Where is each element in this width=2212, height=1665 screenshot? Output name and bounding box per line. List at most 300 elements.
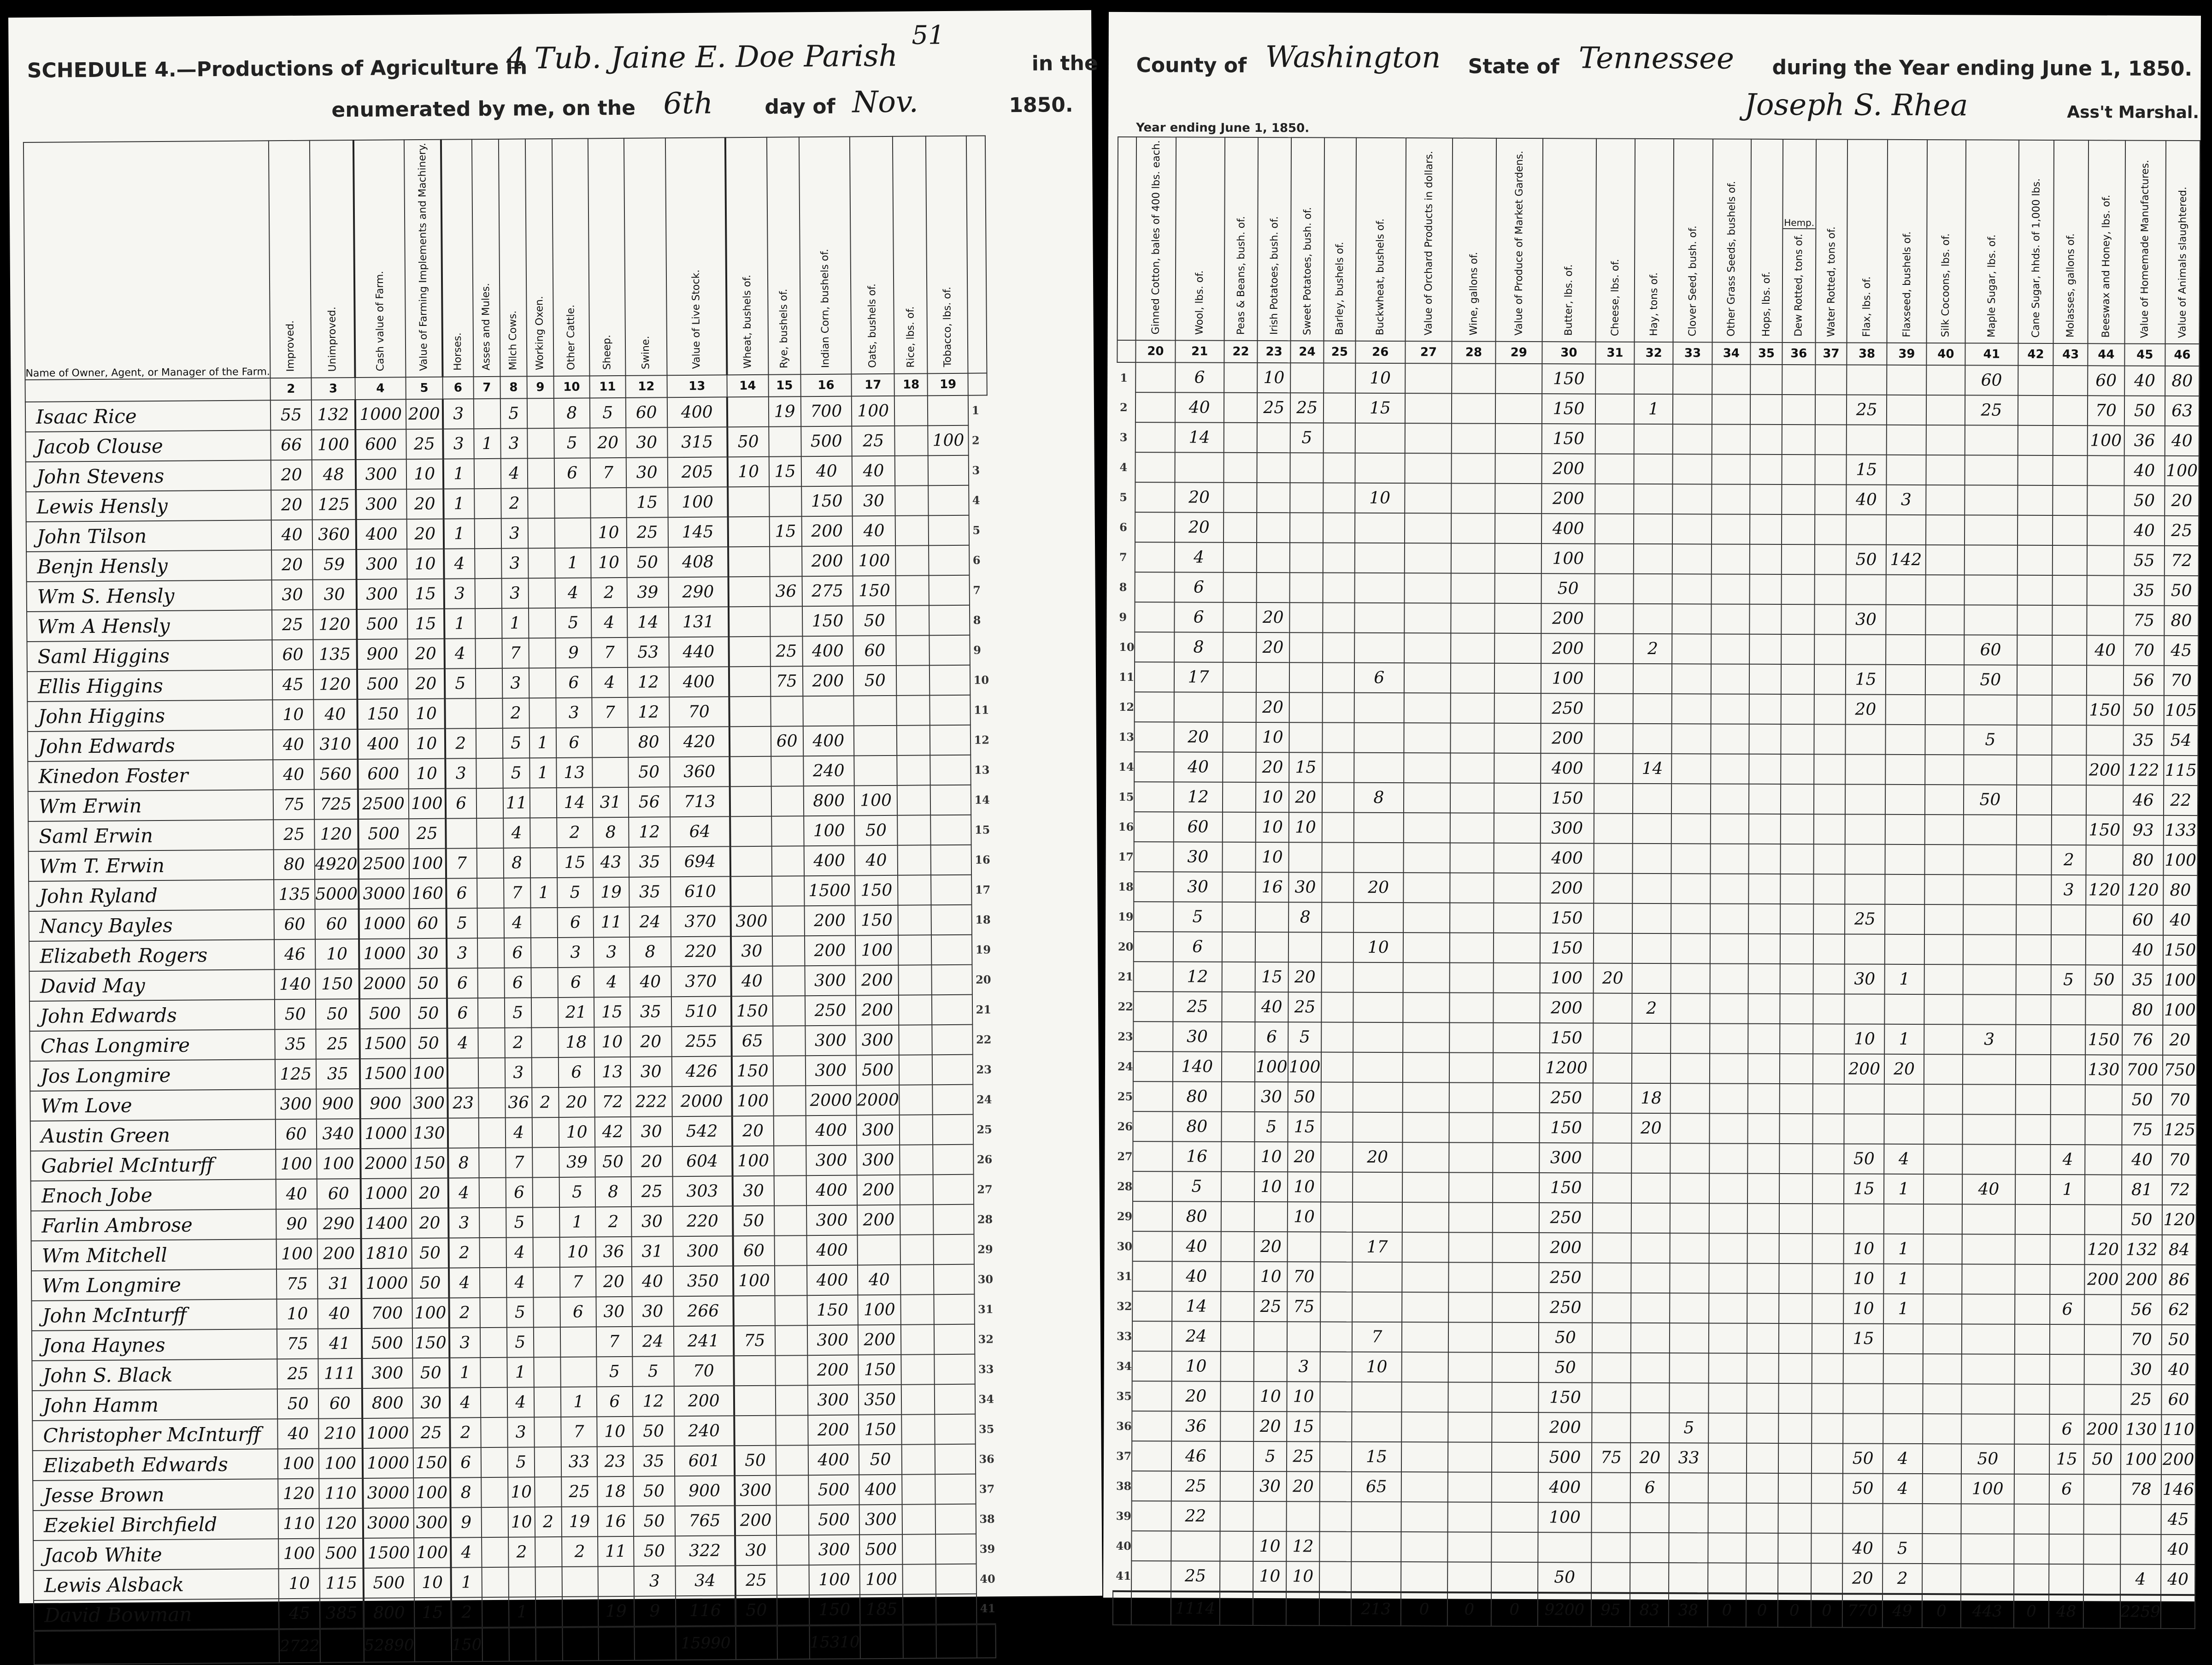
cell-value [532,1177,559,1207]
cell-value [929,545,970,575]
cell-value [1634,454,1673,484]
cell-value [1671,933,1710,963]
cell-value: 300 [809,1535,860,1565]
cell-value: 150 [412,1328,449,1358]
cell-value: 19 [561,1506,597,1537]
cell-value [2017,695,2052,725]
cell-value [931,904,972,935]
cell-value: 300 [805,965,856,996]
cell-value [1492,1263,1539,1293]
cell-value [1885,755,1925,785]
cell-value: 10 [1844,1264,1884,1294]
cell-value [1134,962,1173,992]
cell-value: 408 [668,547,728,577]
cell-value [771,816,804,846]
cell-value: 4 [448,1178,479,1208]
cell-value [1403,1022,1450,1052]
column-header-text: Value of Produce of Market Gardens. [1513,151,1525,336]
cell-value: 30 [413,1388,450,1418]
cell-value [1595,424,1635,454]
cell-value [1134,902,1173,932]
cell-value: 25 [1173,992,1222,1022]
cell-value: 125 [2163,1115,2197,1145]
column-number: 13 [667,375,727,397]
cell-value: 350 [859,1385,902,1415]
cell-value: 35 [2122,965,2163,995]
cell-value: 6 [1354,663,1404,693]
cell-value: 15 [1843,1324,1883,1354]
total-value [1319,1592,1351,1626]
cell-value: 15 [1846,665,1886,695]
cell-value [1323,573,1355,603]
cell-value [1631,1323,1670,1353]
column-header-text: Tobacco, lbs. of. [941,287,954,367]
cell-value [1750,574,1782,604]
table-row [1116,782,2198,815]
cell-value: 30 [1845,964,1885,994]
cell-value [1671,1113,1710,1143]
cell-value: 35 [630,997,671,1027]
cell-value: 1 [444,608,475,638]
cell-value: 2 [595,1207,631,1237]
cell-value [1538,1532,1591,1562]
cell-value [897,725,930,756]
cell-value: 100 [1541,663,1594,693]
cell-value: 35 [629,847,670,877]
column-number: 39 [1887,343,1927,365]
cell-value: 72 [2165,546,2199,576]
line-number: 33 [978,1362,994,1376]
cell-value [1634,484,1673,514]
cell-value [527,398,554,428]
cell-value: 35 [629,877,671,907]
cell-value [1885,815,1925,844]
cell-value: 15 [407,608,444,639]
cell-value [1321,1082,1353,1112]
column-header-text: Irish Potatoes, bush. of. [1268,216,1281,335]
cell-value [2087,666,2123,696]
cell-value [1403,992,1450,1022]
owner-name: Austin Green [30,1119,276,1151]
cell-value: 20 [1171,1382,1220,1411]
cell-value: 93 [2123,815,2164,845]
cell-value [2120,1535,2161,1565]
table-row [1115,962,2197,995]
cell-value: 1 [507,1357,534,1387]
cell-value [1749,754,1781,784]
cell-value: 60 [853,636,896,666]
cell-value [1670,1233,1709,1263]
total-value: 0 [1778,1594,1811,1627]
cell-value: 50 [628,757,670,787]
cell-value: 200 [803,666,854,696]
cell-value [1354,693,1404,723]
line-number: 36 [1116,1419,1132,1433]
marshal-label: Ass't Marshal. [2067,103,2200,123]
cell-value [935,1384,975,1414]
column-header [1405,138,1453,342]
cell-value: 50 [853,606,896,636]
cell-value [1132,1531,1171,1561]
cell-value [1961,1324,2015,1354]
cell-value: 150 [731,1056,773,1086]
cell-value [1323,453,1355,483]
cell-value: 150 [413,1447,450,1478]
cell-value [1814,755,1846,785]
cell-value: 1 [1884,1174,1924,1204]
cell-value [1846,755,1886,785]
cell-value [2053,455,2088,485]
cell-value: 40 [731,966,772,996]
cell-value [1781,604,1814,634]
cell-value [1401,1442,1448,1472]
cell-value: 10 [1253,1561,1286,1592]
cell-value [2018,485,2053,515]
cell-value: 200 [2121,1265,2162,1295]
cell-value [1812,1204,1844,1234]
cell-value [1452,454,1495,484]
cell-value [1710,964,1748,994]
cell-value [1319,1532,1351,1562]
cell-value: 1200 [1540,1053,1593,1083]
cell-value: 46 [274,939,315,969]
column-number: 31 [1595,342,1634,364]
cell-value: 713 [670,786,729,817]
cell-value: 4 [444,638,475,668]
cell-value: 200 [801,516,853,546]
line-number: 27 [977,1182,993,1196]
cell-value [1708,1443,1747,1473]
cell-value [1924,874,1963,904]
cell-value [1782,484,1815,514]
cell-value: 56 [2121,1295,2162,1325]
cell-value: 40 [852,456,895,486]
cell-value [1633,844,1672,874]
cell-value: 3000 [359,879,410,909]
cell-value [935,1414,976,1444]
cell-value: 7 [446,848,477,878]
cell-value [771,756,803,786]
cell-value: 200 [1540,993,1593,1023]
cell-value [1709,1144,1748,1174]
cell-value: 255 [671,1026,731,1057]
column-header-text: Rye, bushels of. [778,289,790,369]
cell-value: 7 [502,638,529,668]
cell-value: 3 [558,937,594,968]
cell-value [1671,814,1711,844]
cell-value [1926,395,1965,425]
cell-value: 370 [671,906,730,937]
table-row [1116,692,2198,726]
cell-value: 64 [670,816,730,847]
cell-value [1748,1024,1780,1054]
cell-value: 2 [2052,845,2086,875]
cell-value [2052,815,2086,845]
cell-value: 200 [1539,1233,1593,1263]
cell-value: 50 [1961,1444,2015,1474]
cell-value [1811,1504,1843,1534]
cell-value [1923,1294,1962,1324]
total-value [535,1627,563,1661]
cell-value [2052,725,2087,755]
cell-value [508,1567,535,1597]
cell-value: 24 [1171,1322,1220,1352]
cell-value: 800 [803,785,854,816]
handwritten-page-number: 51 [912,20,945,51]
column-number: 2 [271,378,312,400]
cell-value [1747,1473,1778,1503]
column-header-text: Unimproved. [326,306,339,372]
cell-value [2050,1384,2084,1414]
column-header [665,137,727,375]
table-row [1115,872,2197,905]
cell-value [1322,873,1353,903]
cell-value [1136,362,1175,392]
cell-value [1222,932,1256,962]
total-value: 15990 [676,1626,736,1660]
cell-value: 185 [860,1594,903,1625]
cell-value [932,1024,973,1055]
cell-value: 10 [1256,842,1289,872]
cell-value: 10 [1256,782,1289,812]
owner-name: John Higgins [27,700,273,732]
column-number: 5 [406,377,442,399]
column-number: 37 [1815,343,1847,365]
cell-value [1749,724,1781,754]
cell-value [1593,993,1632,1023]
cell-value [1592,1293,1631,1323]
total-value [777,1625,810,1659]
cell-value [901,1354,935,1385]
owner-name: Elizabeth Edwards [33,1449,278,1481]
cell-value [1923,1504,1961,1534]
cell-value: 1 [529,758,556,788]
cell-value [1778,1413,1812,1443]
cell-value [1710,994,1748,1024]
cell-value: 500 [359,998,411,1029]
cell-value [1132,1471,1171,1501]
cell-value [479,1148,506,1178]
cell-value [1748,1084,1780,1114]
cell-value [1634,514,1673,544]
cell-value [769,486,801,516]
cell-value: 3 [501,518,528,548]
cell-value: 5 [1253,1441,1287,1471]
cell-value [1321,1142,1353,1172]
cell-value [1780,874,1813,904]
cell-value [1749,784,1781,814]
line-number [977,1624,996,1658]
cell-value: 7 [591,638,627,668]
cell-value [1289,723,1323,753]
cell-value [933,1144,974,1175]
cell-value [1222,992,1255,1022]
schedule-label: SCHEDULE 4.—Productions of Agriculture in [27,55,528,83]
cell-value: 10 [414,1567,451,1598]
line-number: 14 [1118,760,1134,774]
cell-value [1634,364,1673,394]
cell-value [900,1175,933,1205]
cell-value [1708,1473,1747,1503]
line-number: 4 [972,493,980,507]
cell-value [729,606,770,637]
cell-value [1709,1204,1747,1234]
cell-value [898,845,931,875]
cell-value [1222,962,1255,992]
cell-value [1748,1114,1780,1144]
cell-value [1135,692,1174,722]
total-value: 1114 [1171,1592,1219,1625]
cell-value: 150 [357,699,408,729]
cell-value: 70 [2124,636,2165,666]
cell-value: 20 [596,1267,632,1297]
totals-row [34,1624,995,1665]
line-number: 38 [1116,1479,1132,1493]
cell-value [1320,1502,1352,1532]
cell-value: 25 [770,636,802,666]
cell-value: 150 [2086,815,2123,845]
cell-value [1812,1144,1844,1174]
cell-value [1846,515,1886,545]
cell-value [1224,513,1257,543]
cell-value [1449,1113,1493,1143]
cell-value [1886,635,1926,665]
column-header [1712,139,1751,342]
cell-value [1221,1142,1255,1172]
cell-value [1710,844,1749,874]
handwritten-county: Washington [1265,40,1441,75]
cell-value [529,608,555,638]
cell-value [1132,1381,1171,1411]
name-column-header: Name of Owner, Agent, or Manager of the Farm. [24,141,271,379]
cell-value: 9 [450,1507,481,1537]
total-value [1253,1592,1286,1625]
cell-value [1224,543,1257,573]
cell-value [1593,1023,1632,1053]
cell-value [1782,425,1815,455]
cell-value: 15 [1352,1442,1401,1472]
line-number: 16 [1118,820,1134,834]
cell-value: 40 [854,845,898,876]
cell-value: 100 [853,546,896,576]
cell-value [1749,604,1781,634]
cell-value: 100 [858,1295,901,1325]
cell-value: 70 [1287,1262,1320,1292]
cell-value [1594,604,1634,634]
column-header [1751,139,1783,343]
cell-value [2084,1505,2120,1535]
cell-value: 50 [853,666,897,696]
cell-value [1710,814,1749,844]
cell-value [1885,874,1925,904]
cell-value: 80 [2122,995,2163,1025]
cell-value: 70 [2164,666,2198,696]
cell-value [1448,1352,1492,1382]
cell-value [1812,1114,1844,1144]
cell-value: 70 [674,1356,734,1386]
cell-value: 150 [731,996,773,1026]
cell-value [590,488,626,518]
cell-value [1779,1293,1812,1323]
cell-value [2018,515,2053,545]
cell-value: 300 [857,1145,900,1175]
cell-value: 10 [559,1117,594,1147]
column-number: 26 [1355,341,1405,363]
owner-name: Jona Haynes [32,1329,277,1361]
cell-value [1592,1413,1631,1443]
cell-value [896,545,929,576]
cell-value [1812,1384,1843,1414]
cell-value: 35 [275,1029,316,1059]
cell-value: 300 [805,1025,856,1056]
cell-value [2052,665,2087,695]
cell-value [1133,1081,1172,1111]
cell-value: 1810 [361,1238,412,1269]
cell-value [2052,755,2086,785]
cell-value: 35 [633,1446,674,1476]
cell-value [776,1475,808,1505]
cell-value [1926,515,1965,545]
cell-value [1223,602,1257,632]
cell-value [1593,1113,1632,1143]
cell-value: 120 [313,669,357,700]
column-header-text: Other Cattle. [565,304,577,370]
cell-value: 150 [1542,394,1595,424]
cell-value: 10 [1288,1202,1321,1232]
cell-value [1452,424,1495,454]
cell-value: 6 [554,458,590,488]
cell-value [475,579,501,608]
cell-value: 18 [558,1027,594,1057]
cell-value [728,486,769,517]
column-number: 10 [553,376,589,398]
cell-value [1924,1084,1963,1114]
cell-value: 150 [411,1148,448,1178]
cell-value [1924,1144,1962,1174]
column-header-text: Wheat, bushels of. [741,275,754,369]
cell-value [1778,1503,1811,1533]
line-number: 19 [975,943,991,956]
cell-value [1135,392,1175,422]
cell-value [1257,543,1290,573]
cell-value [1449,1083,1493,1113]
cell-value [1965,515,2018,545]
line-number: 28 [1117,1180,1133,1193]
cell-value [535,1477,561,1507]
cell-value [2084,1355,2121,1385]
owner-name: Isaac Rice [25,400,271,432]
cell-value: 40 [2122,935,2163,965]
cell-value [1451,633,1494,663]
cell-value: 62 [2162,1295,2196,1325]
cell-value [1782,365,1815,395]
cell-value: 100 [2163,965,2197,995]
cell-value: 100 [859,1565,903,1595]
cell-value: 200 [2087,756,2123,785]
cell-value [1847,425,1887,455]
cell-value: 100 [1961,1474,2014,1504]
cell-value [1711,754,1749,784]
cell-value [1353,1112,1402,1142]
table-row [1115,1081,2197,1115]
line-number: 18 [1118,880,1134,894]
line-number: 39 [1116,1509,1132,1523]
cell-value [1815,455,1847,485]
cell-value: 81 [2122,1175,2163,1205]
cell-value: 200 [1541,484,1595,514]
cell-value [1175,453,1224,483]
cell-value [1670,1293,1709,1323]
